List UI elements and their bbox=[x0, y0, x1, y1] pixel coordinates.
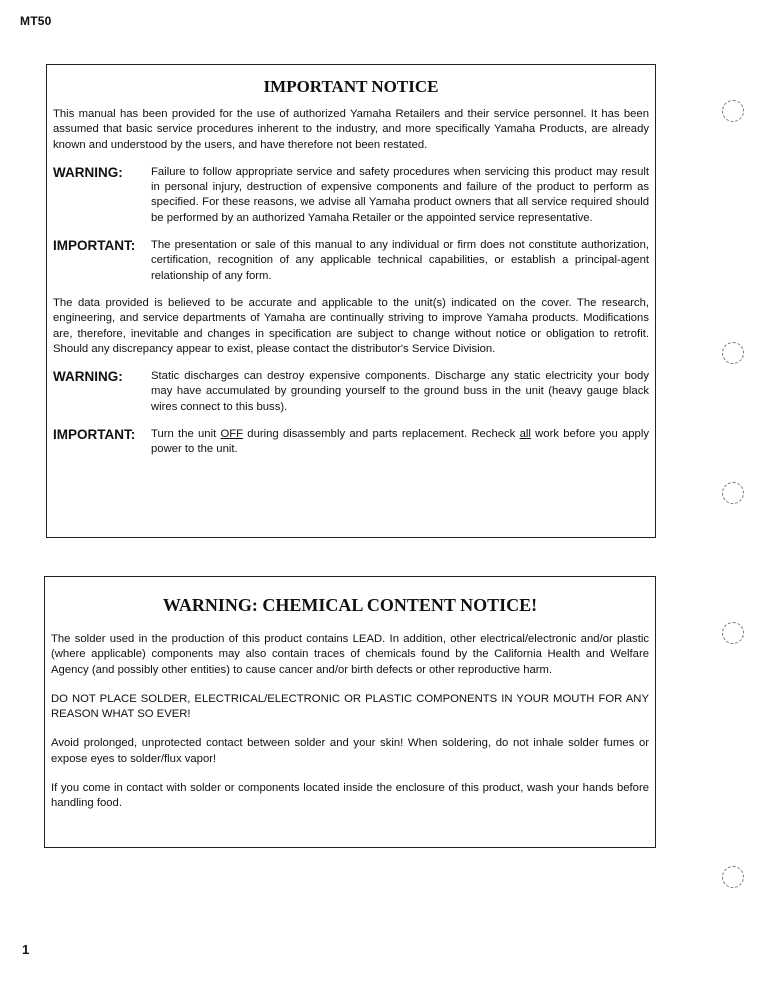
important-text-part: Turn the unit bbox=[151, 428, 221, 441]
page-number: 1 bbox=[22, 942, 30, 957]
warning-text: Failure to follow appropriate service and safety procedures when servicing this product may result in personal injury, destruction of expensive components and failure of the product to perform as specified. For these reasons, we advise all Yamaha product owners that all service required should be performed by an authorized Yamaha Retailer or the appointed service representative. bbox=[151, 165, 649, 224]
model-header: MT50 bbox=[20, 14, 52, 28]
binder-hole bbox=[722, 342, 744, 364]
binder-hole bbox=[722, 100, 744, 122]
mouth-warning-paragraph: DO NOT PLACE SOLDER, ELECTRICAL/ELECTRONIC OR PLASTIC COMPONENTS IN YOUR MOUTH FOR ANY REASON WHAT SO EVER! bbox=[51, 692, 649, 721]
binder-hole bbox=[722, 866, 744, 888]
warning-text: Static discharges can destroy expensive components. Discharge any static electricity your body may have accumulated by grounding yourself to the ground buss in the unit (heavy gauge black wires connect to this buss). bbox=[151, 370, 649, 413]
important-text bbox=[151, 427, 649, 458]
chemical-notice-title: WARNING: CHEMICAL CONTENT NOTICE! bbox=[162, 595, 538, 615]
binder-hole bbox=[722, 482, 744, 504]
important-notice-box bbox=[46, 64, 656, 538]
binder-hole bbox=[722, 622, 744, 644]
intro-paragraph: This manual has been provided for the use of authorized Yamaha Retailers and their service personnel. It has been assumed that basic service procedures inherent to the industry, and more specifically Yamaha Products, are already known and understood by the users, and have therefore not been restated. bbox=[53, 108, 649, 151]
important-block-1 bbox=[53, 238, 649, 284]
important-notice-title: IMPORTANT NOTICE bbox=[263, 77, 439, 96]
warning-label: WARNING: bbox=[53, 164, 123, 180]
important-label: IMPORTANT: bbox=[53, 238, 136, 254]
important-text-part: work before you apply power to the unit. bbox=[151, 428, 649, 456]
important-label: IMPORTANT: bbox=[53, 427, 136, 443]
warning-label: WARNING: bbox=[53, 369, 123, 385]
data-paragraph: The data provided is believed to be accurate and applicable to the unit(s) indicated on the cover. The research, engineering, and service departments of Yamaha are continually striving to improve Yamaha products. Modifications are, therefore, inevitable and changes in specification are subject to change without notice or obligation to retrofit. Should any discrepancy appear to exist, please contact the distributor's Service Division. bbox=[53, 296, 649, 355]
all-underlined: all bbox=[519, 428, 531, 441]
important-text: The presentation or sale of this manual to any individual or firm does not constitute authorization, certification, recognition of any applicable technical capabilities, or establish a principal-agent relationship of any form. bbox=[151, 239, 649, 282]
lead-paragraph: The solder used in the production of this product contains LEAD. In addition, other electrical/electronic and/or plastic (where applicable) components may also contain traces of chemicals found by the California Health and Welfare Agency (and possibly other entities) to cause cancer and/or birth defects or other reproductive harm. bbox=[51, 633, 649, 676]
warning-block-1 bbox=[53, 165, 649, 226]
important-text-part: during disassembly and parts replacement. Recheck bbox=[243, 428, 520, 441]
skin-contact-paragraph: Avoid prolonged, unprotected contact between solder and your skin! When soldering, do not inhale solder fumes or expose eyes to solder/flux vapor! bbox=[51, 737, 649, 765]
wash-hands-paragraph: If you come in contact with solder or components located inside the enclosure of this product, wash your hands before handling food. bbox=[51, 782, 649, 810]
warning-block-2 bbox=[53, 369, 649, 415]
off-underlined: OFF bbox=[220, 428, 244, 441]
chemical-notice-box bbox=[44, 576, 656, 848]
important-block-2 bbox=[53, 427, 649, 458]
